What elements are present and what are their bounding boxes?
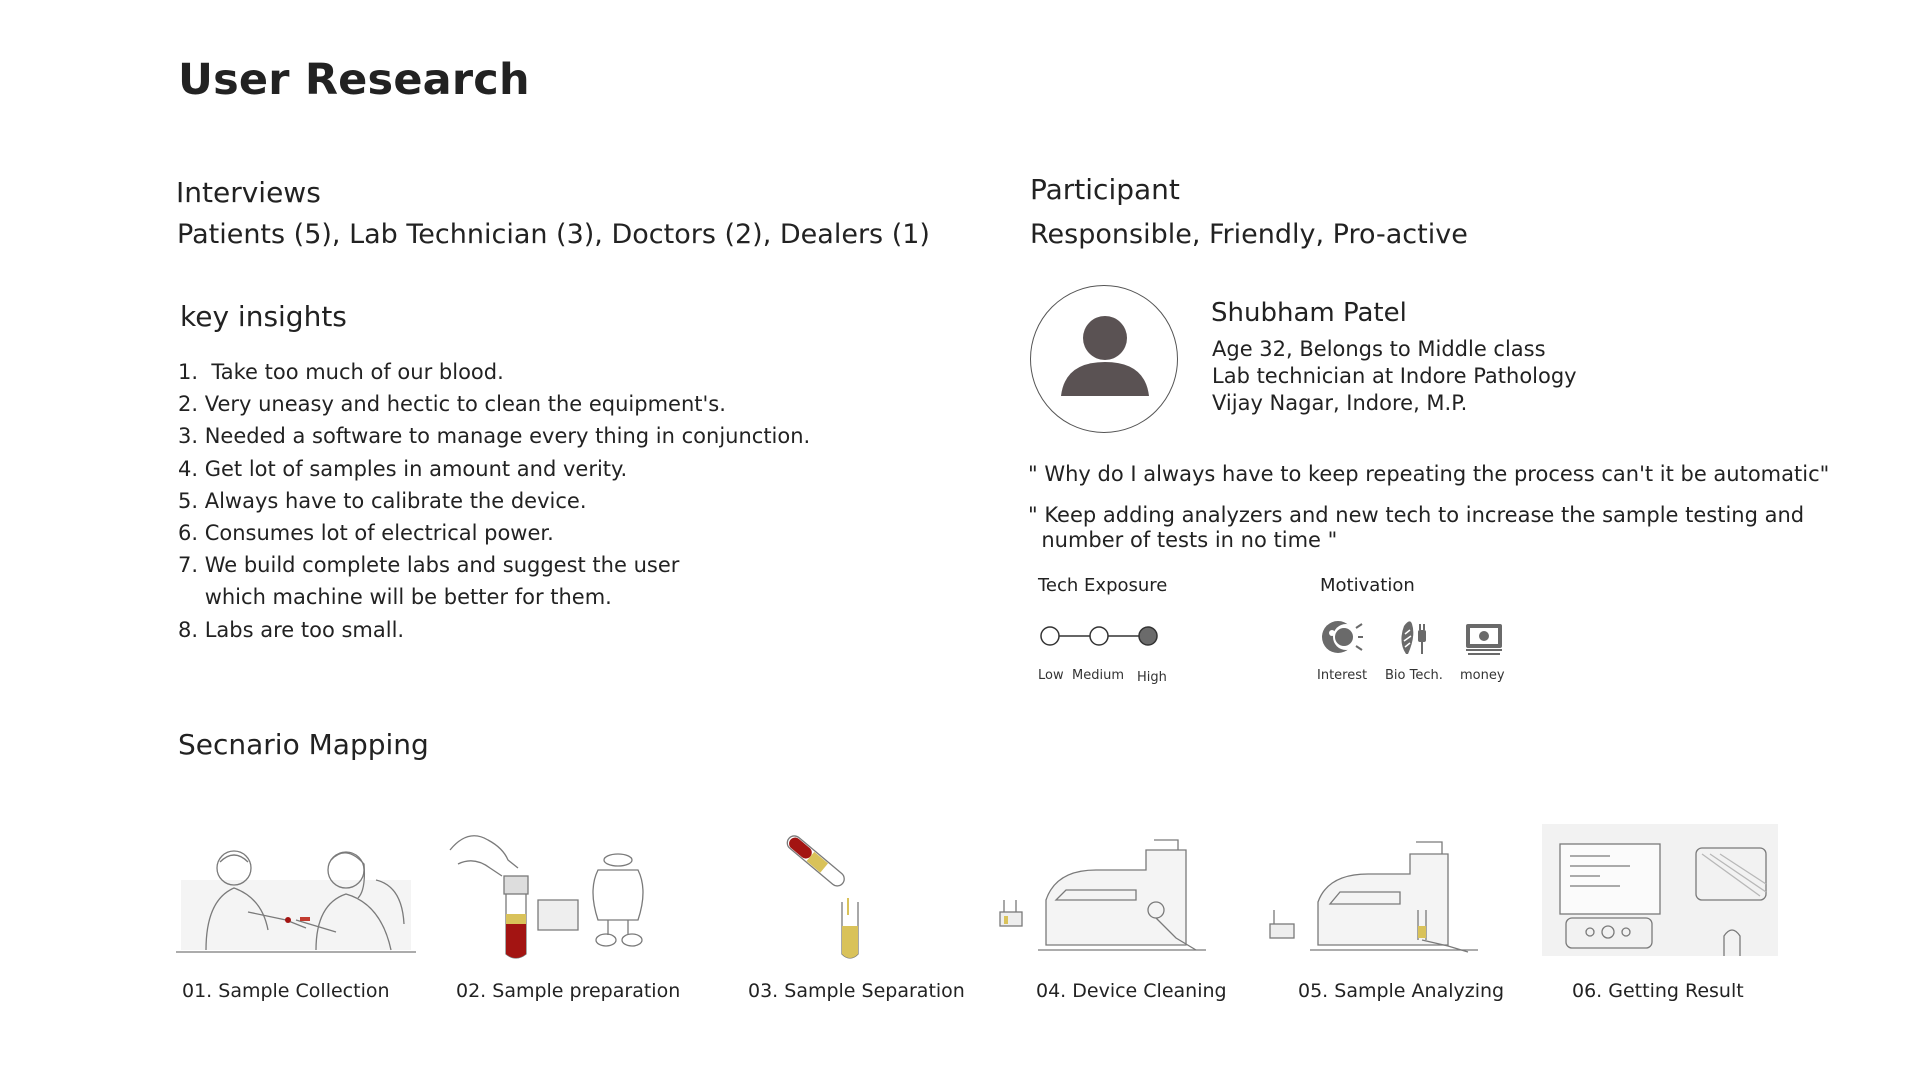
participant-traits: Responsible, Friendly, Pro-active (1030, 219, 1468, 250)
insight-item: 7. We build complete labs and suggest the user (178, 553, 680, 578)
participant-detail: Lab technician at Indore Pathology (1212, 364, 1577, 388)
participant-quote: number of tests in no time " (1028, 528, 1338, 552)
device-cleaning-illustration (996, 820, 1216, 960)
interest-icon (1318, 614, 1364, 660)
sample-analyzing-illustration (1268, 820, 1488, 960)
insight-item: 2. Very uneasy and hectic to clean the equipment's. (178, 392, 726, 417)
insights-heading: key insights (180, 300, 347, 333)
scale-dot-high (1139, 627, 1157, 645)
scale-dot-low (1041, 627, 1059, 645)
avatar (1030, 285, 1178, 433)
page-title: User Research (178, 55, 530, 105)
scenario-step-label: 05. Sample Analyzing (1298, 980, 1505, 1002)
scenario-step-label: 02. Sample preparation (456, 980, 681, 1002)
participant-quote: " Why do I always have to keep repeating the process can't it be automatic" (1028, 462, 1830, 486)
biotech-icon (1390, 614, 1436, 660)
interviews-heading: Interviews (176, 176, 321, 209)
sample-collection-illustration (176, 820, 416, 960)
insight-item: 5. Always have to calibrate the device. (178, 488, 587, 513)
participant-quote: " Keep adding analyzers and new tech to increase the sample testing and (1028, 503, 1805, 527)
scenario-step-label: 03. Sample Separation (748, 980, 965, 1002)
getting-result-illustration (1540, 820, 1780, 960)
insight-item: 8. Labs are too small. (178, 617, 405, 642)
scale-label-medium: Medium (1072, 668, 1124, 683)
insight-item: 4. Get lot of samples in amount and verity. (178, 456, 628, 481)
motivation-heading: Motivation (1320, 575, 1415, 596)
participant-detail: Age 32, Belongs to Middle class (1212, 337, 1546, 361)
insight-item: 6. Consumes lot of electrical power. (178, 521, 554, 546)
insight-item: which machine will be better for them. (178, 585, 612, 610)
insights-list (178, 356, 810, 646)
scale-label-high: High (1137, 670, 1167, 685)
participant-heading: Participant (1030, 173, 1180, 206)
participant-name: Shubham Patel (1211, 298, 1407, 328)
scenario-step-label: 04. Device Cleaning (1036, 980, 1227, 1002)
insight-item: 1. Take too much of our blood. (178, 360, 504, 384)
tech-exposure-heading: Tech Exposure (1038, 575, 1168, 596)
scenario-heading: Secnario Mapping (178, 728, 429, 761)
user-icon (1031, 286, 1178, 433)
insight-item: 3. Needed a software to manage every thing in conjunction. (178, 424, 811, 449)
scale-dot-medium (1090, 627, 1108, 645)
scale-label-low: Low (1038, 668, 1064, 683)
scenario-step-label: 06. Getting Result (1572, 980, 1744, 1002)
interviews-summary: Patients (5), Lab Technician (3), Doctors (2), Dealers (1) (177, 219, 930, 250)
scenario-step-label: 01. Sample Collection (182, 980, 390, 1002)
sample-preparation-illustration (448, 820, 658, 960)
money-icon (1460, 614, 1506, 660)
participant-detail: Vijay Nagar, Indore, M.P. (1212, 391, 1468, 415)
motivation-label: Interest (1317, 668, 1368, 683)
tech-exposure-scale (1040, 622, 1160, 650)
sample-separation-illustration (760, 820, 900, 960)
motivation-label: money (1460, 668, 1505, 683)
motivation-label: Bio Tech. (1385, 668, 1443, 683)
